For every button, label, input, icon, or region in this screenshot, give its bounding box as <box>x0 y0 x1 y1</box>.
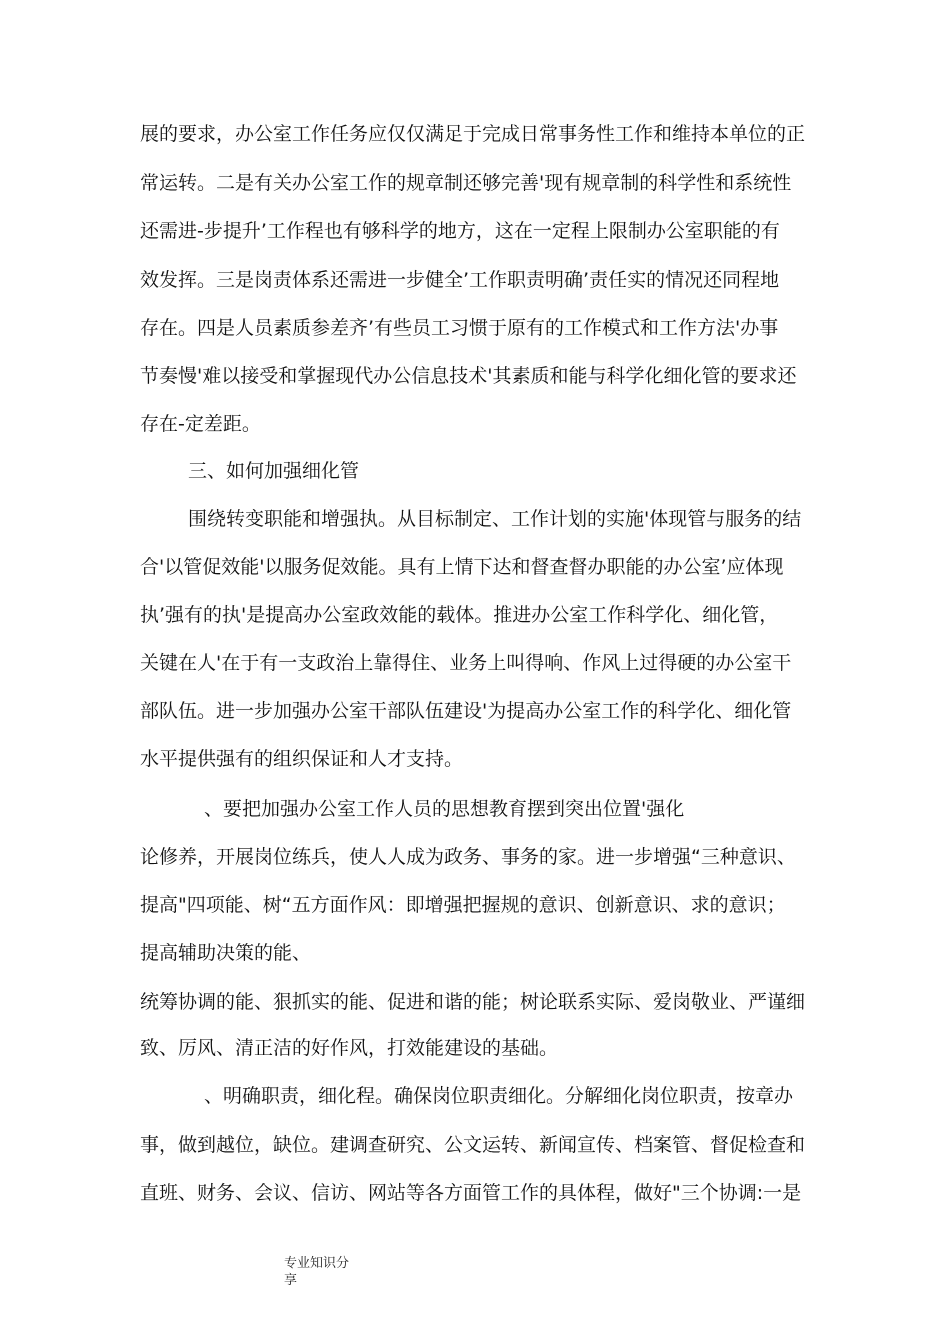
text-line: 直班、财务、会议、信访、网站等各方面管工作的具体程，做好"三个协调:一是 <box>140 1182 802 1204</box>
text-line: 执’强有的执'是提高办公室政效能的载体。推进办公室工作科学化、细化管， <box>140 604 779 626</box>
text-line: 统筹协调的能、狠抓实的能、促进和谐的能；树论联系实际、爱岗敬业、严谨细 <box>140 991 806 1013</box>
footer-line: 专业知识分 <box>284 1256 350 1271</box>
text-line: 合'以管促效能'以服务促效能。具有上情下达和督查督办职能的办公室’应体现 <box>140 556 784 578</box>
text-line: 水平提供强有的组织保证和人才支持。 <box>140 748 464 770</box>
text-line: 论修养，开展岗位练兵，使人人成为政务、事务的家。进一步增强“三种意识、 <box>140 846 796 868</box>
footer-line: 享 <box>284 1273 298 1288</box>
text-line: 存在。四是人员素质参差齐’有些员工习惯于原有的工作模式和工作方法'办事 <box>140 317 779 339</box>
text-line: 、要把加强办公室工作人员的思想教育摆到突出位置'强化 <box>204 798 685 820</box>
text-line: 提高辅助决策的能、 <box>140 942 312 964</box>
text-line: 还需进-步提升’工作程也有够科学的地方，这在一定程上限制办公室职能的有 <box>140 220 780 242</box>
text-line: 关键在人'在于有一支政治上靠得住、业务上叫得响、作风上过得硬的办公室干 <box>140 652 792 674</box>
text-line: 围绕转变职能和增强执。从目标制定、工作计划的实施'体现管与服务的结 <box>188 508 802 530</box>
text-line: 事，做到越位，缺位。建调查研究、公文运转、新闻宣传、档案管、督促检查和 <box>140 1134 806 1156</box>
text-line: 存在-定差距。 <box>140 413 261 435</box>
text-line: 致、厉风、清正洁的好作风，打效能建设的基础。 <box>140 1037 559 1059</box>
text-line: 部队伍。进一步加强办公室干部队伍建设'为提高办公室工作的科学化、细化管 <box>140 700 792 722</box>
section-heading: 三、如何加强细化管 <box>188 460 360 482</box>
text-line: 常运转。二是有关办公室工作的规章制还够完善'现有规章制的科学性和系统性 <box>140 172 792 194</box>
text-line: 展的要求，办公室工作任务应仅仅满足于完成日常事务性工作和维持本单位的正 <box>140 123 806 145</box>
text-line: 效发挥。三是岗责体系还需进一步健全’工作职责明确’责任实的情况还同程地 <box>140 269 780 291</box>
text-line: 、明确职责，细化程。确保岗位职责细化。分解细化岗位职责，按章办 <box>204 1085 794 1107</box>
text-line: 节奏慢'难以接受和掌握现代办公信息技术'其素质和能与科学化细化管的要求还 <box>140 365 797 387</box>
text-line: 提高"四项能、树“五方面作风：即增强把握规的意识、创新意识、求的意识； <box>140 894 786 916</box>
